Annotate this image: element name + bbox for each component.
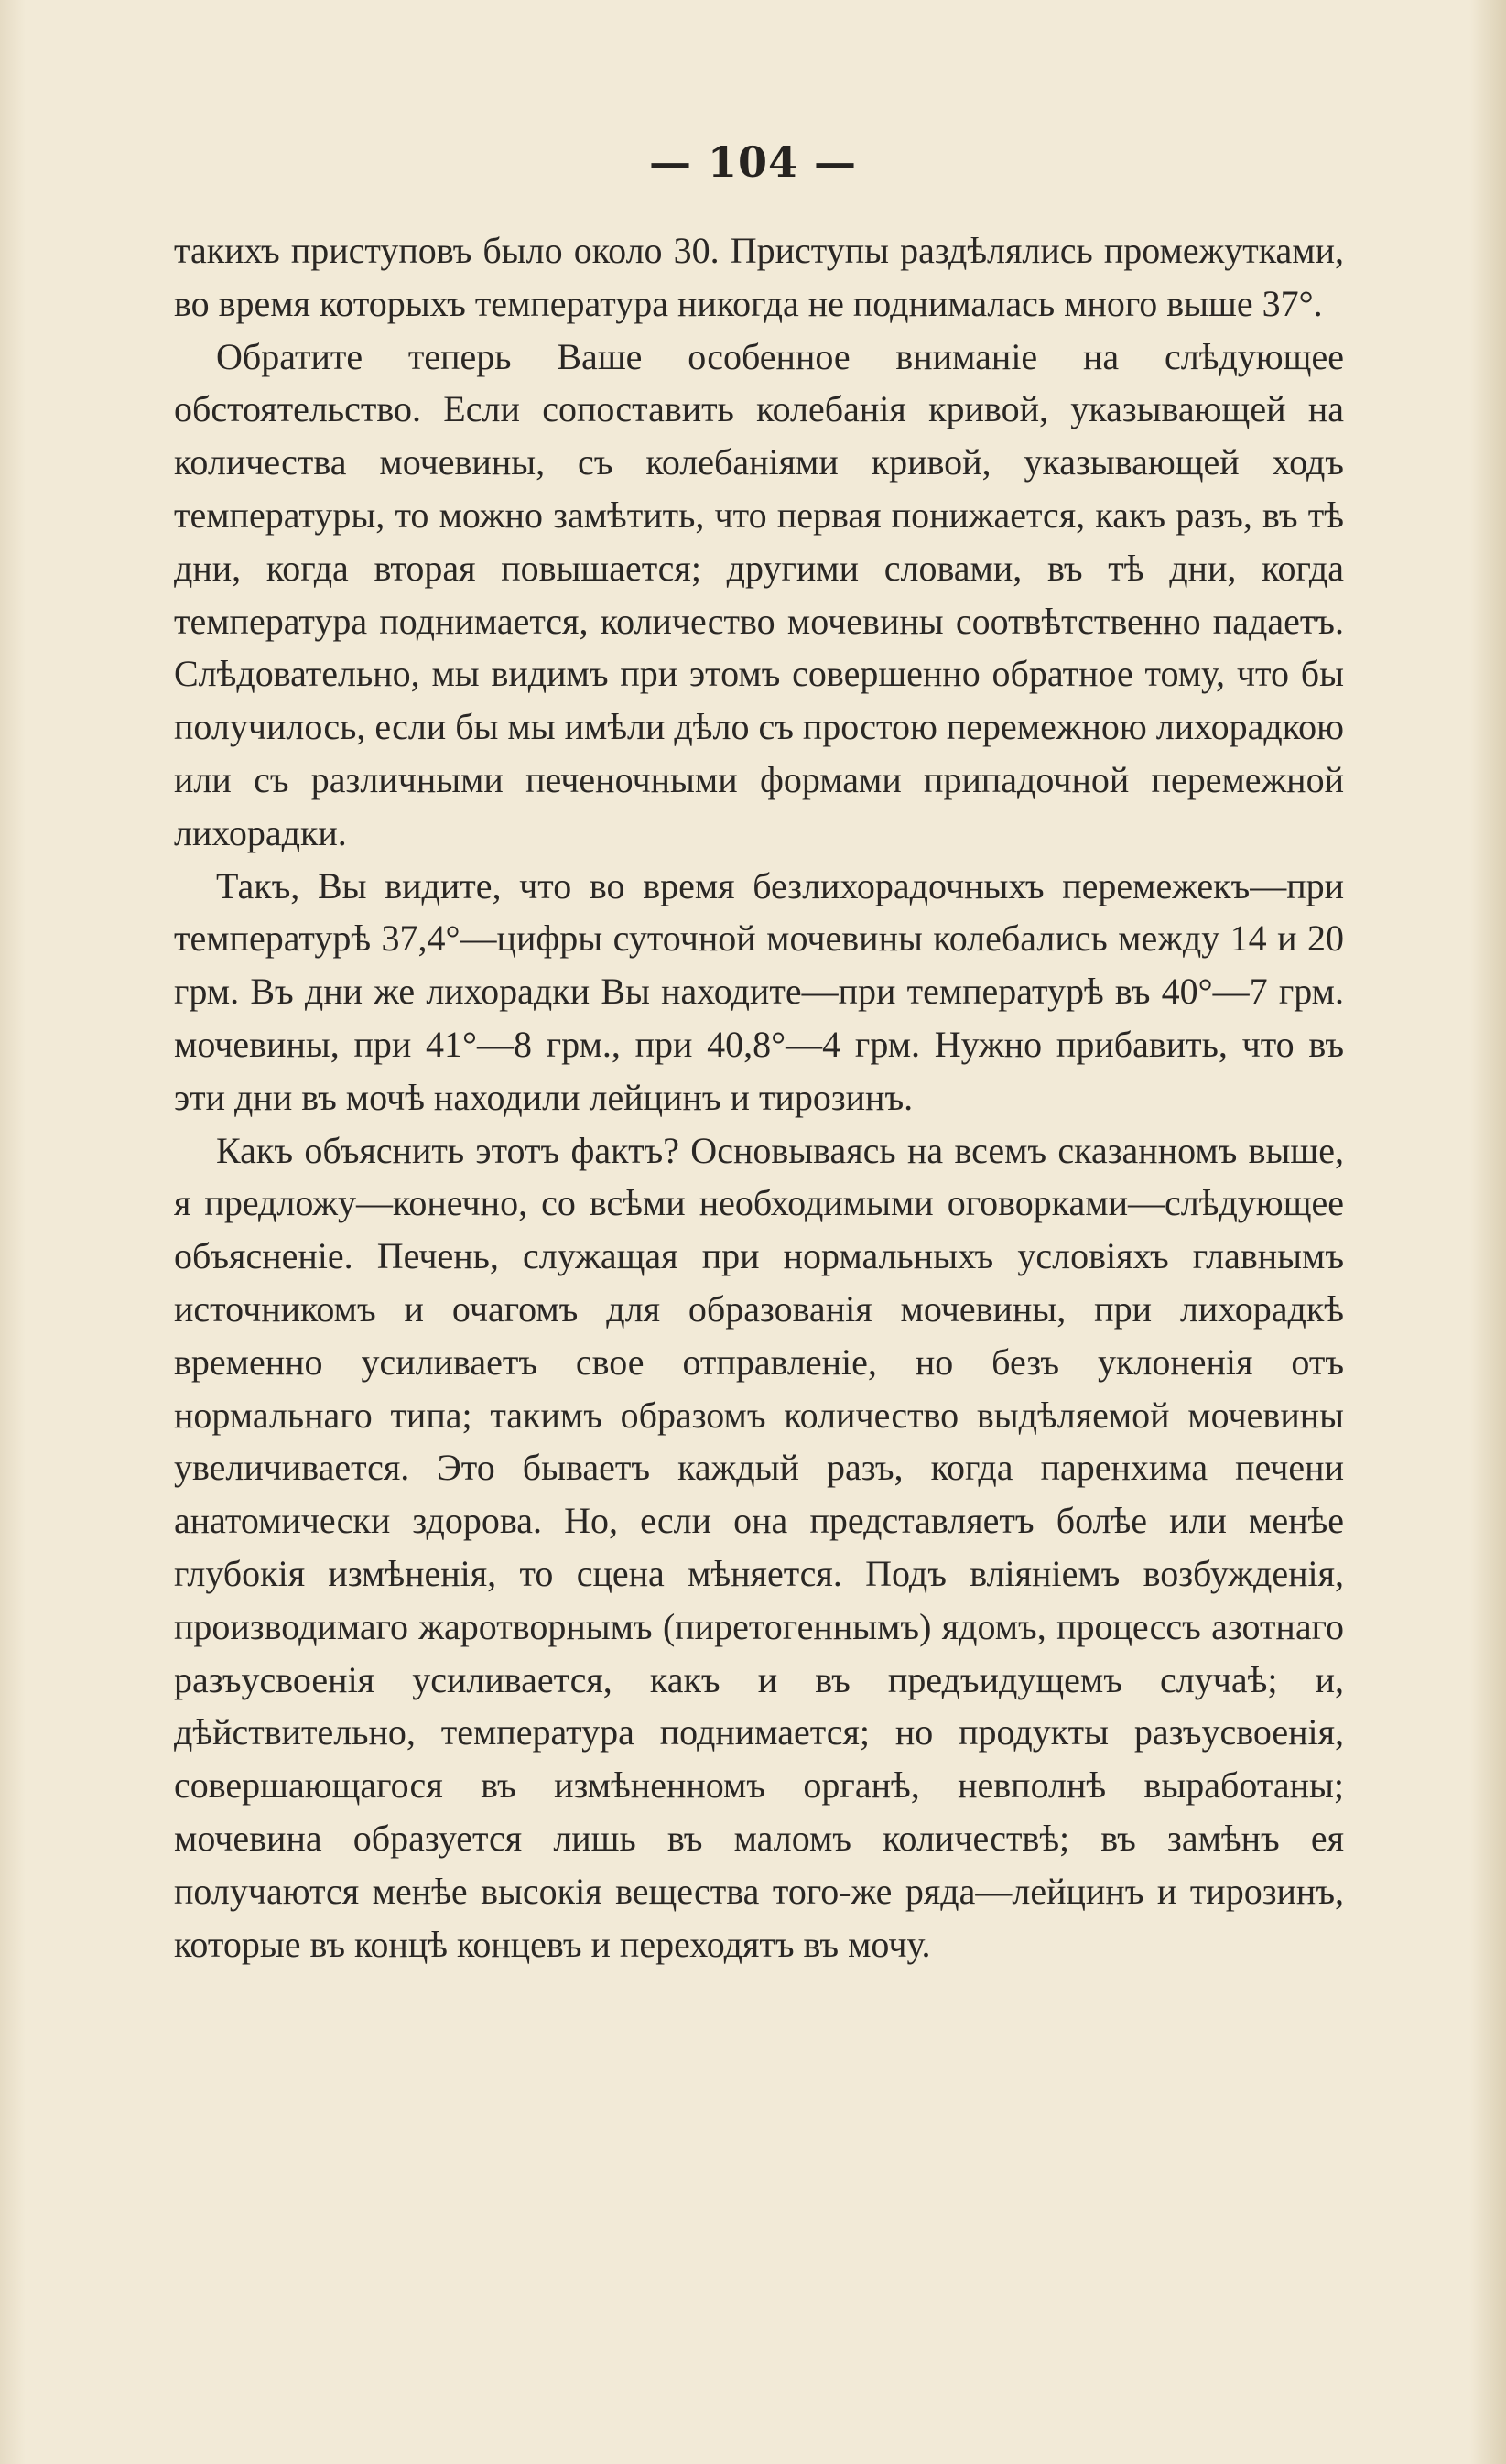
paragraph-urea-observation: Обратите теперь Ваше особенное вниманіе на слѣдующее обстоятельство. Если сопоставить колебанія кривой, указывающей на количества мочевины, съ колебаніями кривой, указывающей ходъ температуры, то можно замѣтить, что первая понижается, какъ разъ, въ тѣ дни, когда вторая повышается; другими словами, въ тѣ дни, когда температура поднимается, количество мочевины соотвѣтственно падаетъ. Слѣдовательно, мы видимъ при этомъ совершенно обратное тому, что бы получилось, если бы мы имѣли дѣло съ простою перемежною лихорадкою или съ различными печеночными формами припадочной перемежной лихорадки.	[174, 335, 1345, 853]
paragraph-continuation: такихъ приступовъ было около 30. Приступы раздѣлялись промежутками, во время которыхъ температура никогда не поднималась много выше 37°.	[174, 230, 1344, 324]
body-text	[174, 224, 1344, 1970]
paragraph-urea-figures: Такъ, Вы видите, что во время безлихорадочныхъ перемежекъ—при температурѣ 37,4°—цифры суточной мочевины колебались между 14 и 20 грм. Въ дни же лихорадки Вы находите—при температурѣ въ 40°—7 грм. мочевины, при 41°—8 грм., при 40,8°—4 грм. Нужно прибавить, что въ эти дни въ мочѣ находили лейцинъ и тирозинъ.	[174, 864, 1344, 1118]
paragraph-explanation: Какъ объяснить этотъ фактъ? Основываясь на всемъ сказанномъ выше, я предложу—конечно, со всѣми необходимыми оговорками—слѣдующее объясненіе. Печень, служащая при нормальныхъ условіяхъ главнымъ источникомъ и очагомъ для образованія мочевины, при лихорадкѣ временно усиливаетъ свое отправленіе, но безъ уклоненія отъ нормальнаго типа; такимъ образомъ количество выдѣляемой мочевины увеличивается. Это бываетъ каждый разъ, когда паренхима печени анатомически здорова. Но, если она представляетъ болѣе или менѣе глубокія измѣненія, то сцена мѣняется. Подъ вліяніемъ возбужденія, производимаго жаротворнымъ (пиретогеннымъ) ядомъ, процессъ азотнаго разъусвоенія усиливается, какъ и въ предъидущемъ случаѣ; и, дѣйствительно, температура поднимается; но продукты разъусвоенія, совершающагося въ измѣненномъ органѣ, невполнѣ выработаны; мочевина образуется лишь въ маломъ количествѣ; въ замѣнъ ея получаются менѣе высокія вещества того-же ряда—лейцинъ и тирозинъ, которые въ концѣ концевъ и переходятъ въ мочу.	[174, 1129, 1344, 1965]
page-number: — 104 —	[648, 137, 858, 187]
